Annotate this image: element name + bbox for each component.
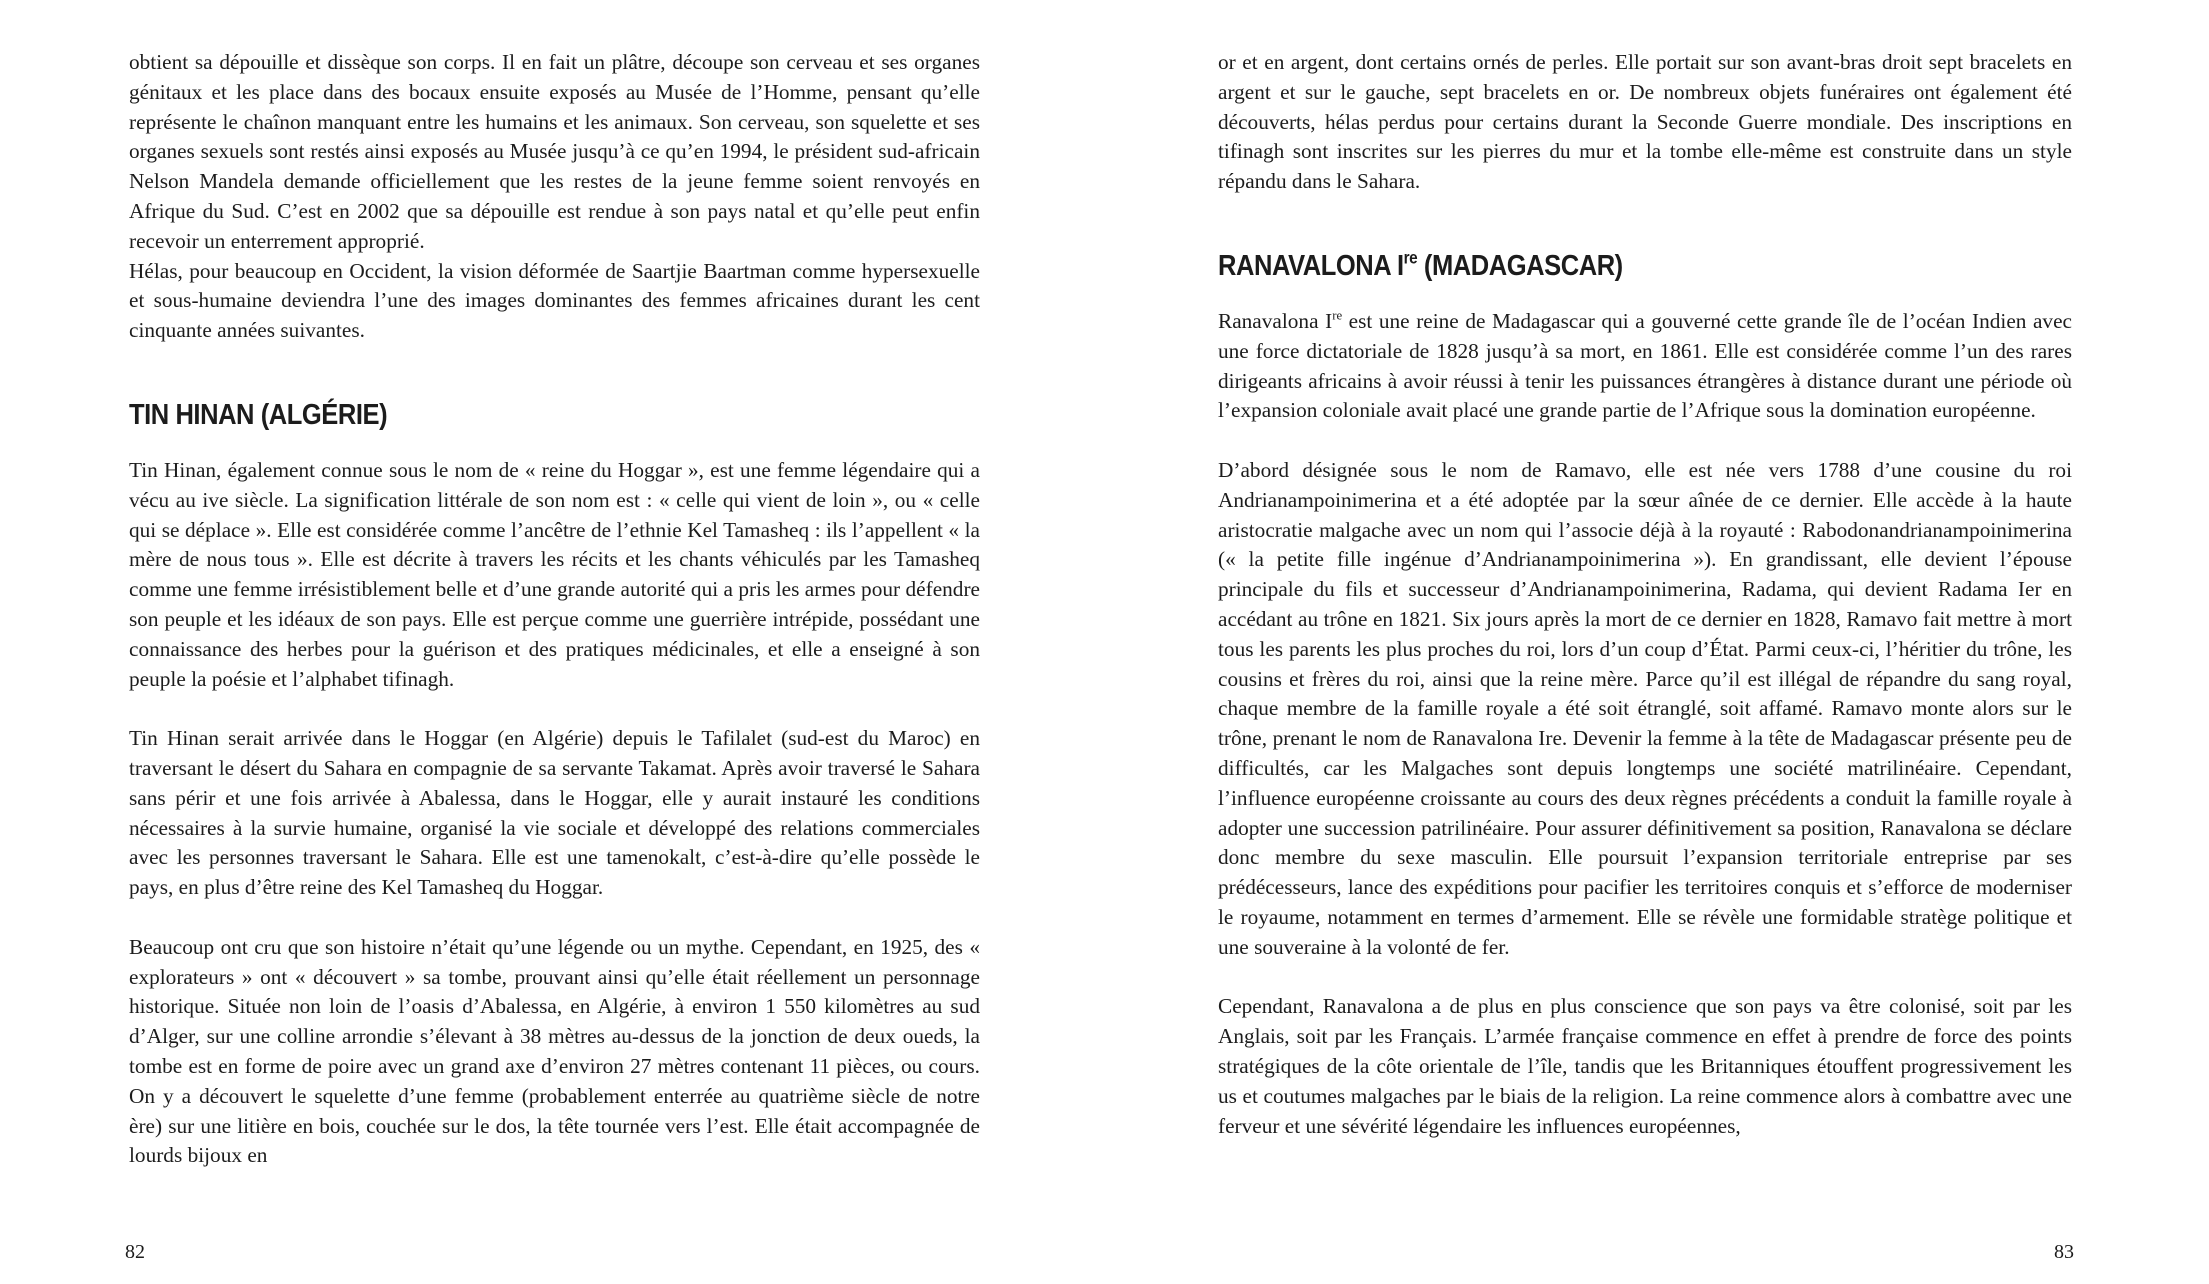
- tin-hinan-paragraph-2: Tin Hinan serait arrivée dans le Hoggar (en Algérie) depuis le Tafilalet (sud-est du Maroc) en traversant le désert du Sahara en compagnie de sa servante Takamat. Après avoir traversé le Sahara sans périr et une fois arrivée à Abalessa, dans le Hoggar, elle y aurait instauré les conditions nécessaires à la survie humaine, organisé la vie sociale et développé des relations commerciales avec les personnes traversant le Sahara. Elle est une tamenokalt, c’est-à-dire qu’elle possède le pays, en plus d’être reine des Kel Tamasheq du Hoggar.: [129, 726, 980, 900]
- section-heading-ranavalona: [1218, 249, 1970, 283]
- paragraph-1-start: Ranavalona I: [1218, 308, 1333, 333]
- right-intro-paragraph: or et en argent, dont certains ornés de perles. Elle portait sur son avant-bras droit sept bracelets en argent et sur le gauche, sept bracelets en or. De nombreux objets funéraires ont également été découverts, hélas perdus pour certains durant la Seconde Guerre mondiale. Des inscriptions en tifinagh sont inscrites sur les pierres du mur et la tombe elle-même est construite dans un style répandu dans le Sahara.: [1218, 50, 2072, 194]
- left-intro-paragraph-1: obtient sa dépouille et dissèque son corps. Il en fait un plâtre, découpe son cerveau et ses organes génitaux et les place dans des bocaux ensuite exposés au Musée de l’Homme, pensant qu’elle représente le chaînon manquant entre les humains et les animaux. Son cerveau, son squelette et ses organes sexuels sont restés ainsi exposés au Musée jusqu’à ce qu’en 1994, le président sud-africain Nelson Mandela demande officiellement que les restes de la jeune femme soient renvoyés en Afrique du Sud. C’est en 2002 que sa dépouille est rendue à son pays natal et qu’elle peut enfin recevoir un enterrement approprié.: [129, 50, 980, 253]
- tin-hinan-paragraph-1: Tin Hinan, également connue sous le nom de « reine du Hoggar », est une femme légendaire qui a vécu au ive siècle. La signification littérale de son nom est : « celle qui vient de loin », ou « celle qui se déplace ». Elle est considérée comme l’ancêtre de l’ethnie Kel Tamasheq : ils l’appellent « la mère de nous tous ». Elle est décrite à travers les récits et les chants véhiculés par les Tamasheq comme une femme irrésistiblement belle et d’une grande autorité qui a pris les armes pour défendre son peuple et les idéaux de son pays. Elle est perçue comme une guerrière intrépide, possédant une connaissance des herbes pour la guérison et des pratiques médicinales, et elle a enseigné à son peuple la poésie et l’alphabet tifinagh.: [129, 457, 980, 691]
- tin-hinan-paragraph-3: Beaucoup ont cru que son histoire n’était qu’une légende ou un mythe. Cependant, en 1925, des « explorateurs » ont « découvert » sa tombe, prouvant ainsi qu’elle était réellement un personnage historique. Située non loin de l’oasis d’Abalessa, en Algérie, à environ 1 550 kilomètres au sud d’Alger, sur une colline arrondie s’élevant à 38 mètres au-dessus de la jonction de deux oueds, la tombe est en forme de poire avec un grand axe d’environ 27 mètres contenant 11 pièces, ou cours. On y a découvert le squelette d’une femme (probablement enterrée au quatrième siècle de notre ère) sur une litière en bois, couchée sur le dos, la tête tournée vers l’est. Elle était accompagnée de lourds bijoux en: [129, 934, 980, 1168]
- page-number-left: 82: [125, 1241, 145, 1263]
- left-intro-paragraph-2: Hélas, pour beaucoup en Occident, la vision déformée de Saartjie Baartman comme hypersexuelle et sous-humaine deviendra l’une des images dominantes des femmes africaines durant les cent cinquante années suivantes.: [129, 258, 980, 343]
- paragraph-1-superscript: re: [1332, 308, 1343, 323]
- page-number-right: 83: [2054, 1241, 2074, 1263]
- ranavalona-paragraph-2: D’abord désignée sous le nom de Ramavo, elle est née vers 1788 d’une cousine du roi Andrianampoinimerina et a été adoptée par la sœur aînée de ce dernier. Elle accède à la haute aristocratie malgache avec un nom qui l’associe déjà à la royauté : Rabodonandrianampoinimerina (« la petite fille ingénue d’Andrianampoinimerina »). En grandissant, elle devient l’épouse principale du fils et successeur d’Andrianampoinimerina, Radama, qui devient Radama Ier en accédant au trône en 1821. Six jours après la mort de ce dernier en 1828, Ramavo fait mettre à mort tous les parents les plus proches du roi, lors d’un coup d’État. Parmi ceux-ci, l’héritier du trône, les cousins et frères du roi, ainsi que la reine mère. Parce qu’il est illégal de répandre du sang royal, chaque membre de la famille royale a été soit étranglé, soit affamé. Ramavo monte alors sur le trône, prenant le nom de Ranavalona Ire. Devenir la femme à la tête de Madagascar présente peu de difficultés, car les Malgaches sont depuis longtemps une société matrilinéaire. Cependant, l’influence européenne croissante au cours des deux règnes précédents a conduit la famille royale à adopter une succession patrilinéaire. Pour assurer définitivement sa position, Ranavalona se déclare donc membre du sexe masculin. Elle poursuit l’expansion territoriale entreprise par ses prédécesseurs, lance des expéditions pour pacifier les territoires conquis et s’efforce de moderniser le royaume, notamment en termes d’armement. Elle se révèle une formidable stratège politique et une souveraine à la volonté de fer.: [1218, 457, 2072, 959]
- left-page-text-column: [129, 48, 980, 1171]
- paragraph-1-rest: est une reine de Madagascar qui a gouverné cette grande île de l’océan Indien avec une force dictatoriale de 1828 jusqu’à sa mort, en 1861. Elle est considérée comme l’un des rares dirigeants africains à avoir réussi à tenir les puissances étrangères à distance durant une période où l’expansion coloniale avait placé une grande partie de l’Afrique sous la domination européenne.: [1218, 308, 2072, 423]
- heading-tail-text: (MADAGASCAR): [1417, 249, 1623, 282]
- heading-main-text: RANAVALONA I: [1218, 249, 1404, 282]
- ranavalona-paragraph-3: Cependant, Ranavalona a de plus en plus conscience que son pays va être colonisé, soit par les Anglais, soit par les Français. L’armée française commence en effet à prendre de force des points stratégiques de la côte orientale de l’île, tandis que les Britanniques étouffent progressivement les us et coutumes malgaches par le biais de la religion. La reine commence alors à combattre avec une ferveur et une sévérité légendaire les influences européennes,: [1218, 994, 2072, 1138]
- ranavalona-paragraph-1: [1218, 307, 2072, 426]
- heading-superscript: re: [1403, 247, 1418, 268]
- left-page: [0, 0, 1104, 1284]
- right-page: [1104, 0, 2209, 1284]
- right-page-text-column: [1218, 48, 2072, 1141]
- section-heading-tin-hinan: TIN HINAN (ALGÉRIE): [129, 398, 388, 431]
